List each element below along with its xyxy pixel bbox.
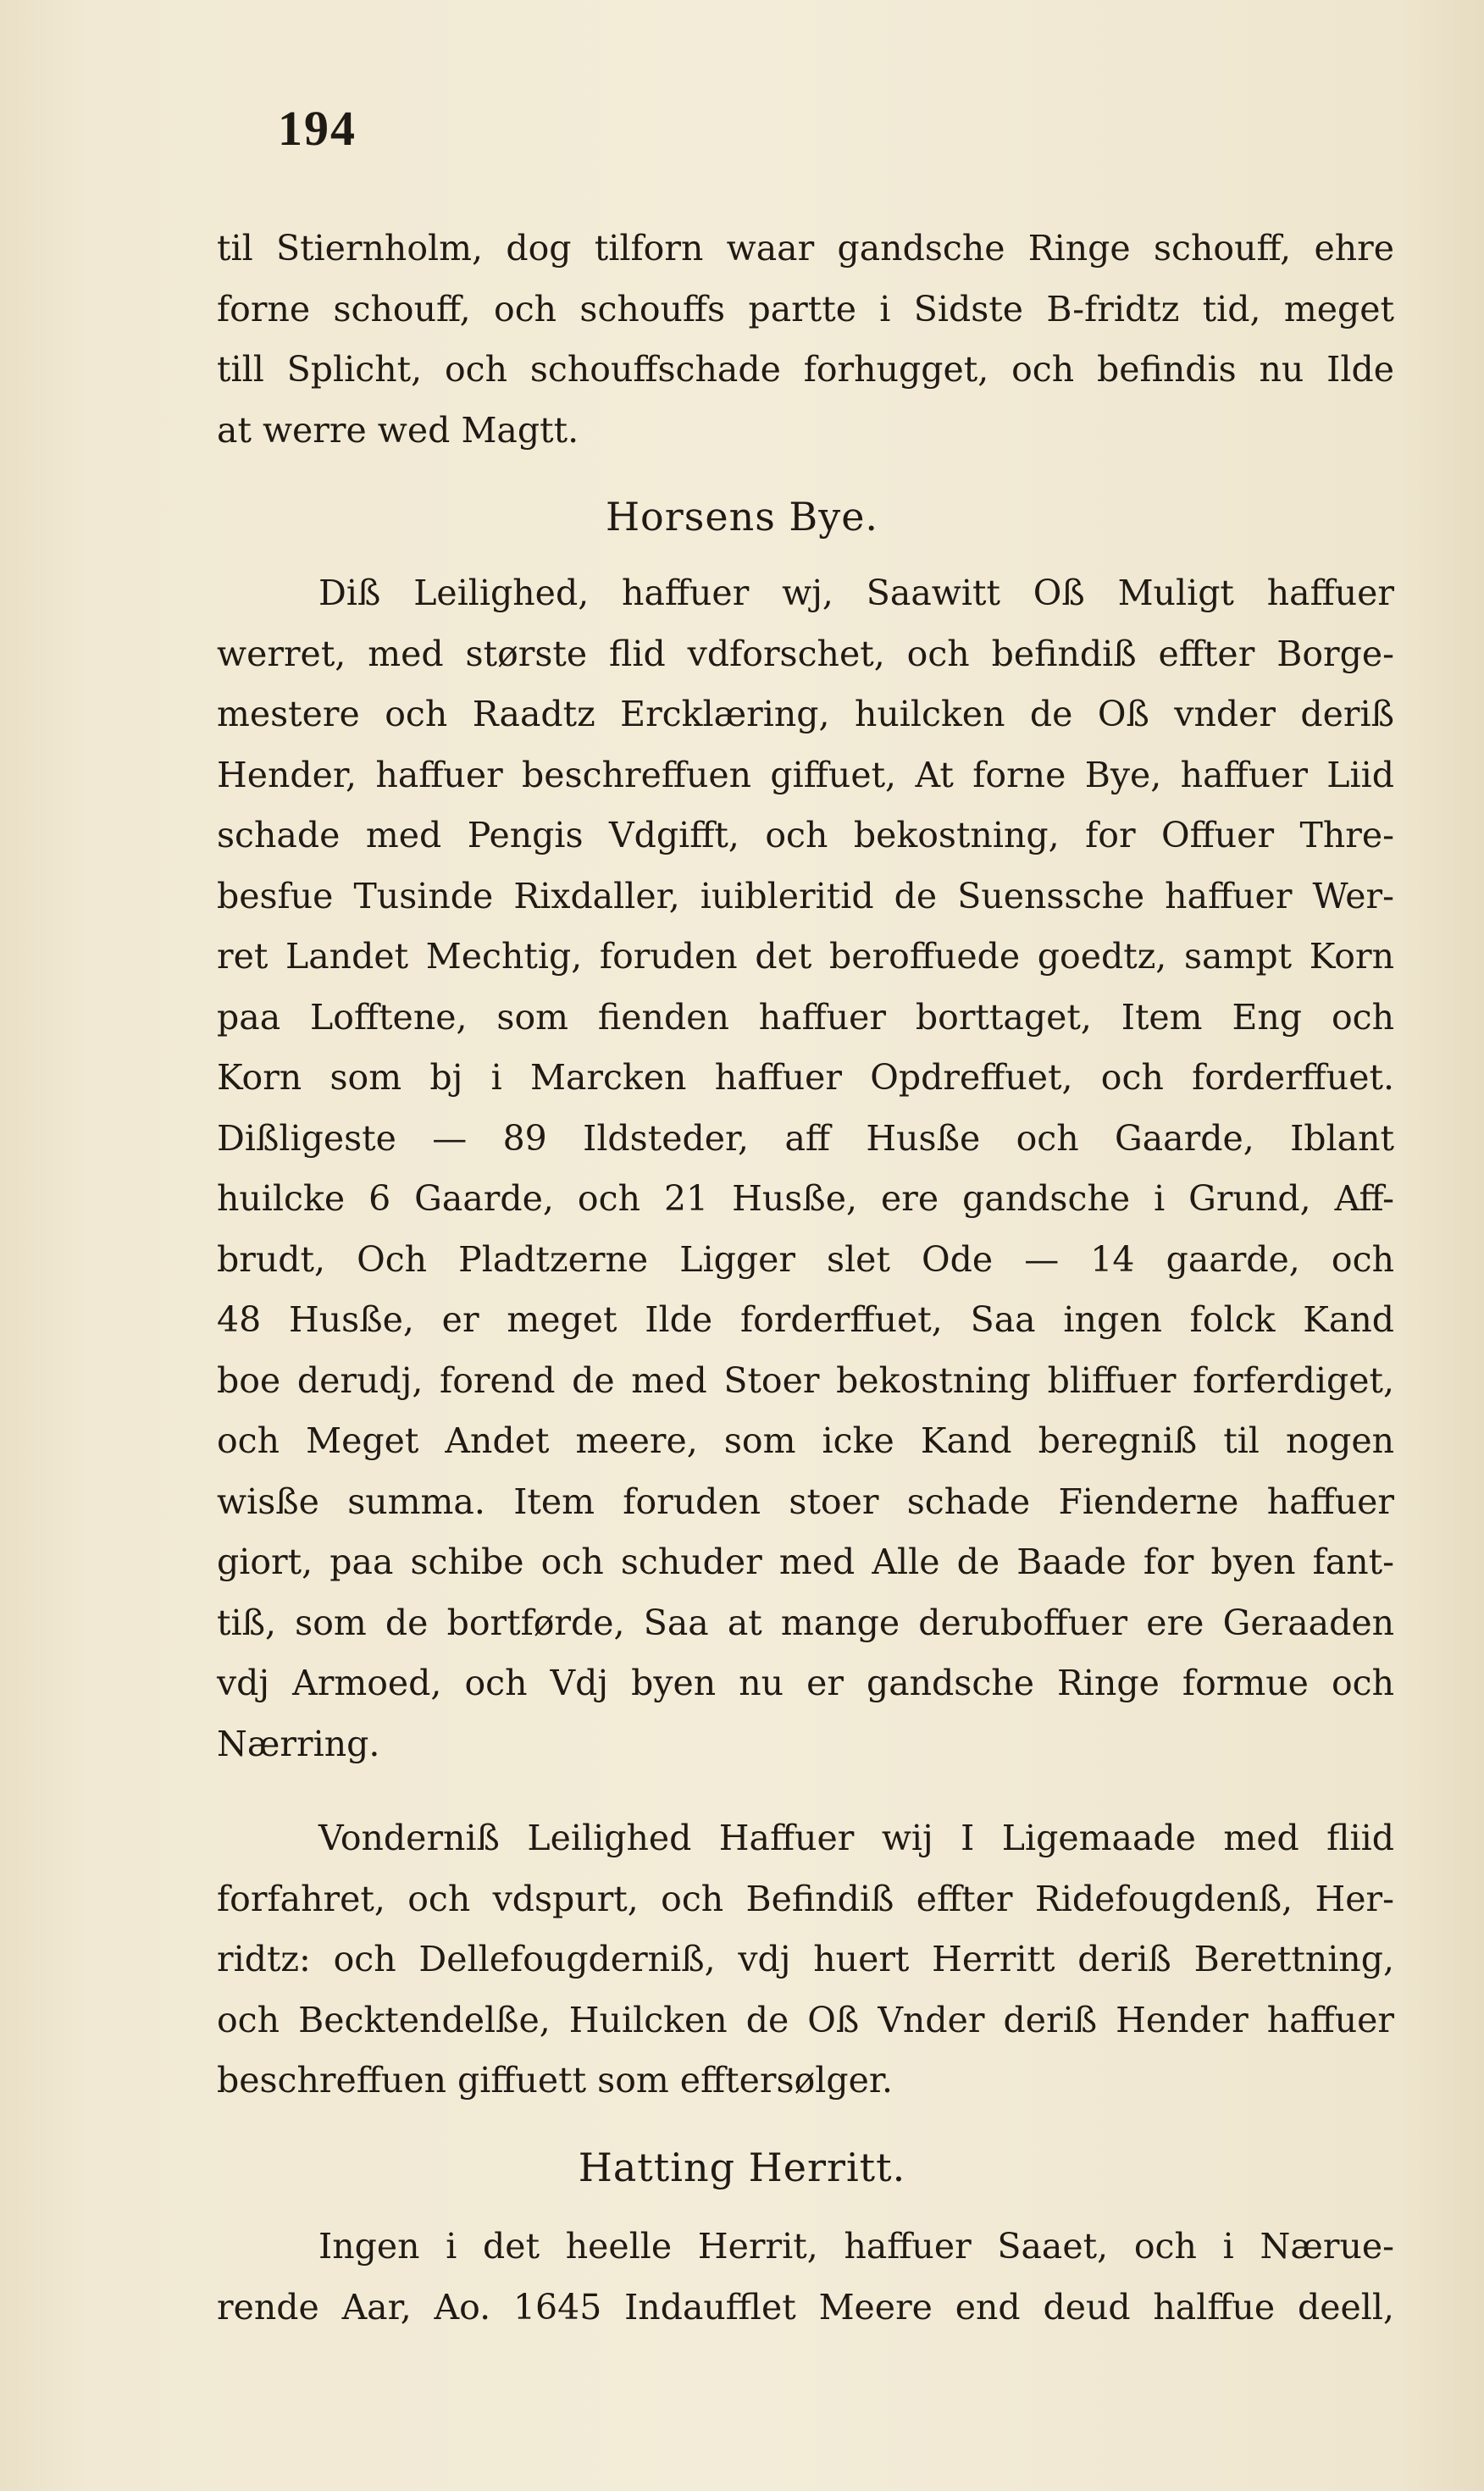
text-line: til Stiernholm, dog tilforn waar gandsche Ringe schouff, ehre (217, 228, 1394, 268)
paragraph-4 (217, 2217, 1394, 2338)
text-line: werret, med største flid vdforschet, och befindiß effter Borge- (217, 633, 1394, 674)
paragraph-2 (217, 563, 1394, 1774)
text-line: Diß Leilighed, haffuer wj, Saawitt Oß Muligt haffuer (318, 573, 1394, 613)
text-line: forfahret, och vdspurt, och Befindiß effter Ridefougdenß, Her- (217, 1878, 1394, 1919)
text-line: forne schouff, och schouffs partte i Sidste B-fridtz tid, meget (217, 288, 1394, 329)
text-line: huilcke 6 Gaarde, och 21 Husße, ere gandsche i Grund, Aff- (217, 1178, 1394, 1219)
text-line: besfue Tusinde Rixdaller, iuibleritid de Suenssche haffuer Wer- (217, 875, 1394, 916)
text-line: till Splicht, och schouffschade forhugget, och befindis nu Ilde (217, 349, 1394, 390)
section-heading-horsens: Horsens Bye. (605, 494, 879, 540)
text-line: brudt, Och Pladtzerne Ligger slet Ode — 14 gaarde, och (217, 1238, 1394, 1280)
text-line: och Meget Andet meere, som icke Kand beregniß til nogen (217, 1420, 1394, 1461)
text-line: at werre wed Magtt. (217, 409, 579, 451)
text-line: Vonderniß Leilighed Haffuer wij I Ligemaade med fliid (318, 1818, 1394, 1858)
text-line: giort, paa schibe och schuder med Alle de Baade for byen fant- (217, 1542, 1394, 1582)
paragraph-1 (217, 219, 1394, 461)
text-line: vdj Armoed, och Vdj byen nu er gandsche Ringe formue och (217, 1663, 1394, 1703)
text-line: ret Landet Mechtig, foruden det beroffuede goedtz, sampt Korn (217, 936, 1394, 977)
paragraph-3 (217, 1808, 1394, 2112)
text-line: boe derudj, forend de med Stoer bekostning bliffuer forferdiget, (217, 1359, 1394, 1401)
text-line: Nærring. (217, 1723, 380, 1764)
text-line: Korn som bj i Marcken haffuer Opdreffuet, och forderffuet. (217, 1057, 1394, 1098)
text-line: schade med Pengis Vdgifft, och bekostning, for Offuer Thre- (217, 815, 1394, 855)
text-line: rende Aar, Ao. 1645 Indaufflet Meere end deud halffue deell, (217, 2286, 1394, 2328)
text-line: Hender, haffuer beschreffuen giffuet, At forne Bye, haffuer Liid (217, 754, 1394, 795)
text-line: 48 Husße, er meget Ilde forderffuet, Saa ingen folck Kand (217, 1299, 1394, 1340)
section-heading-hatting: Hatting Herritt. (578, 2145, 906, 2190)
text-line: wisße summa. Item foruden stoer schade Fienderne haffuer (217, 1481, 1394, 1522)
text-line: ridtz: och Dellefougderniß, vdj huert Herritt deriß Berettning, (217, 1939, 1394, 1979)
text-line: mestere och Raadtz Ercklæring, huilcken de Oß vnder deriß (217, 694, 1394, 734)
page-number: 194 (278, 101, 357, 156)
text-line: Dißligeste — 89 Ildsteder, aff Husße och Gaarde, Iblant (217, 1117, 1394, 1159)
text-line: beschreffuen giffuett som efftersølger. (217, 2060, 893, 2101)
text-line: tiß, som de bortførde, Saa at mange deruboffuer ere Geraaden (217, 1602, 1394, 1643)
text-line: paa Lofftene, som fienden haffuer borttaget, Item Eng och (217, 996, 1394, 1038)
text-line: Ingen i det heelle Herrit, haffuer Saaet, och i Nærue- (318, 2226, 1394, 2267)
text-line: och Becktendelße, Huilcken de Oß Vnder deriß Hender haffuer (217, 1999, 1394, 2040)
